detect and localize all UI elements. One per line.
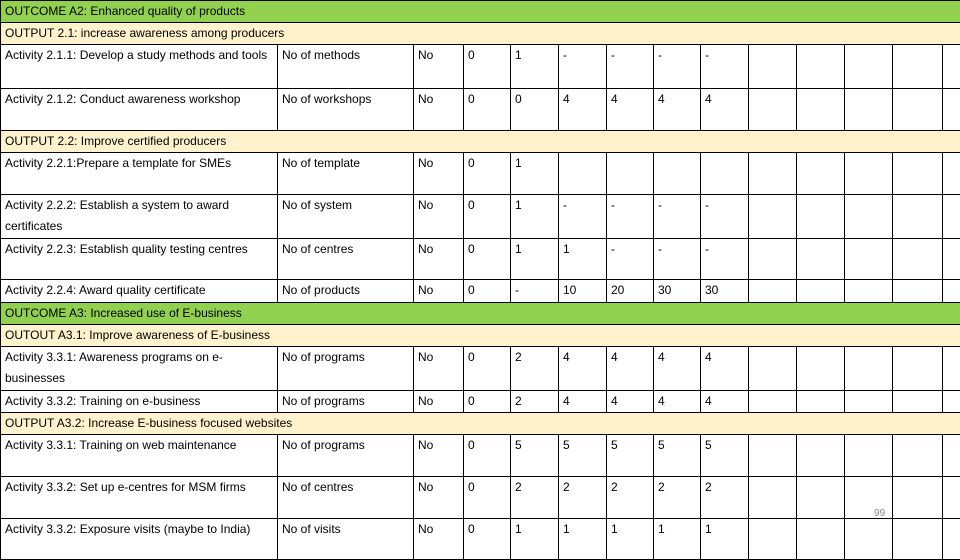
outcome-a2-header (1, 1, 960, 23)
table-row (1, 195, 960, 239)
value-cell (749, 391, 797, 413)
output-a3-1-header-label: OUTOUT A3.1: Improve awareness of E-business (1, 325, 960, 347)
activity-cell: Activity 3.3.1: Training on web maintenance (1, 435, 278, 477)
activity-cell: Activity 3.3.2: Training on e-business (1, 391, 278, 413)
value-cell: 2 (607, 477, 654, 519)
value-cell (893, 89, 943, 131)
value-cell (701, 153, 749, 195)
activity-cell: Activity 3.3.2: Exposure visits (maybe to India) (1, 519, 278, 560)
value-cell (845, 280, 893, 303)
value-cell: 4 (559, 347, 607, 391)
activity-cell: Activity 2.2.1:Prepare a template for SMEs (1, 153, 278, 195)
value-cell: 0 (464, 280, 511, 303)
value-cell: 4 (701, 391, 749, 413)
value-cell: 5 (511, 435, 559, 477)
value-cell: 2 (701, 477, 749, 519)
value-cell: 5 (654, 435, 701, 477)
value-cell (893, 280, 943, 303)
activity-cell: Activity 3.3.2: Set up e-centres for MSM firms (1, 477, 278, 519)
output-a3-2-header-label: OUTPUT A3.2: Increase E-business focused websites (1, 413, 960, 435)
value-cell: 2 (654, 477, 701, 519)
value-cell (749, 239, 797, 280)
value-cell (559, 153, 607, 195)
value-cell: 1 (654, 519, 701, 560)
value-cell (749, 477, 797, 519)
table-row (1, 45, 960, 89)
value-cell: 1 (559, 239, 607, 280)
value-cell: 10 (559, 280, 607, 303)
activity-cell: Activity 2.2.3: Establish quality testing centres (1, 239, 278, 280)
value-cell: - (559, 45, 607, 89)
value-cell: 1 (511, 153, 559, 195)
value-cell (845, 45, 893, 89)
value-cell (893, 477, 943, 519)
indicator-cell: No of visits (278, 519, 414, 560)
activity-cell: Activity 3.3.1: Awareness programs on e-businesses (1, 347, 278, 391)
value-cell: 0 (511, 89, 559, 131)
value-cell (797, 280, 845, 303)
indicator-cell: No of workshops (278, 89, 414, 131)
value-cell (607, 153, 654, 195)
table-row (1, 435, 960, 477)
value-cell: - (607, 239, 654, 280)
table-row (1, 280, 960, 303)
output-2-1-header (1, 23, 960, 45)
value-cell (845, 519, 893, 560)
value-cell: - (559, 195, 607, 239)
value-cell (749, 195, 797, 239)
outcome-a2-header-label: OUTCOME A2: Enhanced quality of products (1, 1, 960, 23)
value-cell: 4 (559, 391, 607, 413)
value-cell: 4 (654, 391, 701, 413)
value-cell (797, 89, 845, 131)
unit-cell: No (414, 89, 464, 131)
value-cell: 0 (464, 89, 511, 131)
indicator-cell: No of system (278, 195, 414, 239)
value-cell: - (607, 45, 654, 89)
value-cell: 0 (464, 239, 511, 280)
value-cell (943, 153, 960, 195)
value-cell: 4 (607, 89, 654, 131)
table-row (1, 89, 960, 131)
activity-cell: Activity 2.1.1: Develop a study methods and tools (1, 45, 278, 89)
outcome-a3-header-label: OUTCOME A3: Increased use of E-business (1, 303, 960, 325)
unit-cell: No (414, 477, 464, 519)
value-cell (893, 435, 943, 477)
value-cell: 1 (559, 519, 607, 560)
activity-cell: Activity 2.1.2: Conduct awareness workshop (1, 89, 278, 131)
value-cell (797, 347, 845, 391)
value-cell: 1 (701, 519, 749, 560)
value-cell (943, 477, 960, 519)
value-cell (943, 45, 960, 89)
table-row (1, 519, 960, 560)
activity-cell: Activity 2.2.2: Establish a system to award certificates (1, 195, 278, 239)
value-cell: 20 (607, 280, 654, 303)
value-cell (893, 239, 943, 280)
value-cell (845, 89, 893, 131)
output-a3-1-header (1, 325, 960, 347)
value-cell (893, 347, 943, 391)
value-cell: 4 (654, 89, 701, 131)
value-cell: 0 (464, 153, 511, 195)
unit-cell: No (414, 153, 464, 195)
value-cell (845, 195, 893, 239)
value-cell: 4 (701, 347, 749, 391)
value-cell (797, 45, 845, 89)
value-cell: 2 (511, 347, 559, 391)
value-cell (654, 153, 701, 195)
value-cell: - (654, 45, 701, 89)
value-cell (845, 153, 893, 195)
value-cell (943, 280, 960, 303)
value-cell: 1 (511, 239, 559, 280)
value-cell: 2 (559, 477, 607, 519)
unit-cell: No (414, 435, 464, 477)
value-cell: 0 (464, 347, 511, 391)
value-cell: - (701, 45, 749, 89)
indicator-cell: No of centres (278, 239, 414, 280)
value-cell: 0 (464, 195, 511, 239)
activity-cell: Activity 2.2.4: Award quality certificate (1, 280, 278, 303)
value-cell (845, 435, 893, 477)
value-cell: 5 (701, 435, 749, 477)
unit-cell: No (414, 391, 464, 413)
table-row (1, 153, 960, 195)
value-cell: 1 (511, 45, 559, 89)
value-cell: 0 (464, 45, 511, 89)
value-cell (797, 195, 845, 239)
unit-cell: No (414, 347, 464, 391)
value-cell (943, 89, 960, 131)
value-cell: 0 (464, 391, 511, 413)
value-cell (845, 347, 893, 391)
unit-cell: No (414, 45, 464, 89)
indicator-cell: No of template (278, 153, 414, 195)
value-cell: - (701, 239, 749, 280)
table-row (1, 347, 960, 391)
value-cell: 0 (464, 477, 511, 519)
value-cell: 4 (607, 347, 654, 391)
value-cell: 4 (559, 89, 607, 131)
table-row (1, 391, 960, 413)
value-cell: 4 (654, 347, 701, 391)
indicator-cell: No of programs (278, 435, 414, 477)
unit-cell: No (414, 195, 464, 239)
value-cell: 30 (654, 280, 701, 303)
value-cell (845, 477, 893, 519)
value-cell: 5 (607, 435, 654, 477)
output-a3-2-header (1, 413, 960, 435)
value-cell (845, 391, 893, 413)
value-cell (893, 519, 943, 560)
indicator-cell: No of products (278, 280, 414, 303)
value-cell (797, 477, 845, 519)
value-cell (893, 195, 943, 239)
value-cell (943, 435, 960, 477)
value-cell (943, 195, 960, 239)
value-cell (893, 391, 943, 413)
value-cell (845, 239, 893, 280)
value-cell (749, 153, 797, 195)
value-cell (943, 239, 960, 280)
value-cell: 4 (701, 89, 749, 131)
value-cell (749, 347, 797, 391)
output-2-2-header-label: OUTPUT 2.2: Improve certified producers (1, 131, 960, 153)
indicator-cell: No of methods (278, 45, 414, 89)
value-cell (797, 153, 845, 195)
value-cell: 2 (511, 477, 559, 519)
value-cell: 4 (607, 391, 654, 413)
output-2-2-header (1, 131, 960, 153)
value-cell (943, 391, 960, 413)
value-cell (749, 45, 797, 89)
value-cell (797, 435, 845, 477)
unit-cell: No (414, 239, 464, 280)
value-cell: 2 (511, 391, 559, 413)
value-cell (943, 519, 960, 560)
value-cell: - (701, 195, 749, 239)
value-cell: - (654, 195, 701, 239)
value-cell: 0 (464, 519, 511, 560)
value-cell (749, 435, 797, 477)
unit-cell: No (414, 519, 464, 560)
indicator-cell: No of programs (278, 391, 414, 413)
value-cell: 5 (559, 435, 607, 477)
value-cell: - (511, 280, 559, 303)
value-cell: 1 (511, 519, 559, 560)
value-cell (797, 519, 845, 560)
value-cell (797, 239, 845, 280)
value-cell: 1 (511, 195, 559, 239)
value-cell: 30 (701, 280, 749, 303)
value-cell (749, 519, 797, 560)
value-cell (943, 347, 960, 391)
indicator-cell: No of programs (278, 347, 414, 391)
value-cell: - (607, 195, 654, 239)
outcome-a3-header (1, 303, 960, 325)
table-row (1, 239, 960, 280)
value-cell: 0 (464, 435, 511, 477)
value-cell (749, 280, 797, 303)
value-cell (893, 45, 943, 89)
value-cell: 1 (607, 519, 654, 560)
value-cell (749, 89, 797, 131)
output-2-1-header-label: OUTPUT 2.1: increase awareness among producers (1, 23, 960, 45)
value-cell (893, 153, 943, 195)
value-cell: - (654, 239, 701, 280)
indicator-cell: No of centres (278, 477, 414, 519)
value-cell (797, 391, 845, 413)
page-number: 99 (874, 508, 885, 519)
unit-cell: No (414, 280, 464, 303)
table-row (1, 477, 960, 519)
